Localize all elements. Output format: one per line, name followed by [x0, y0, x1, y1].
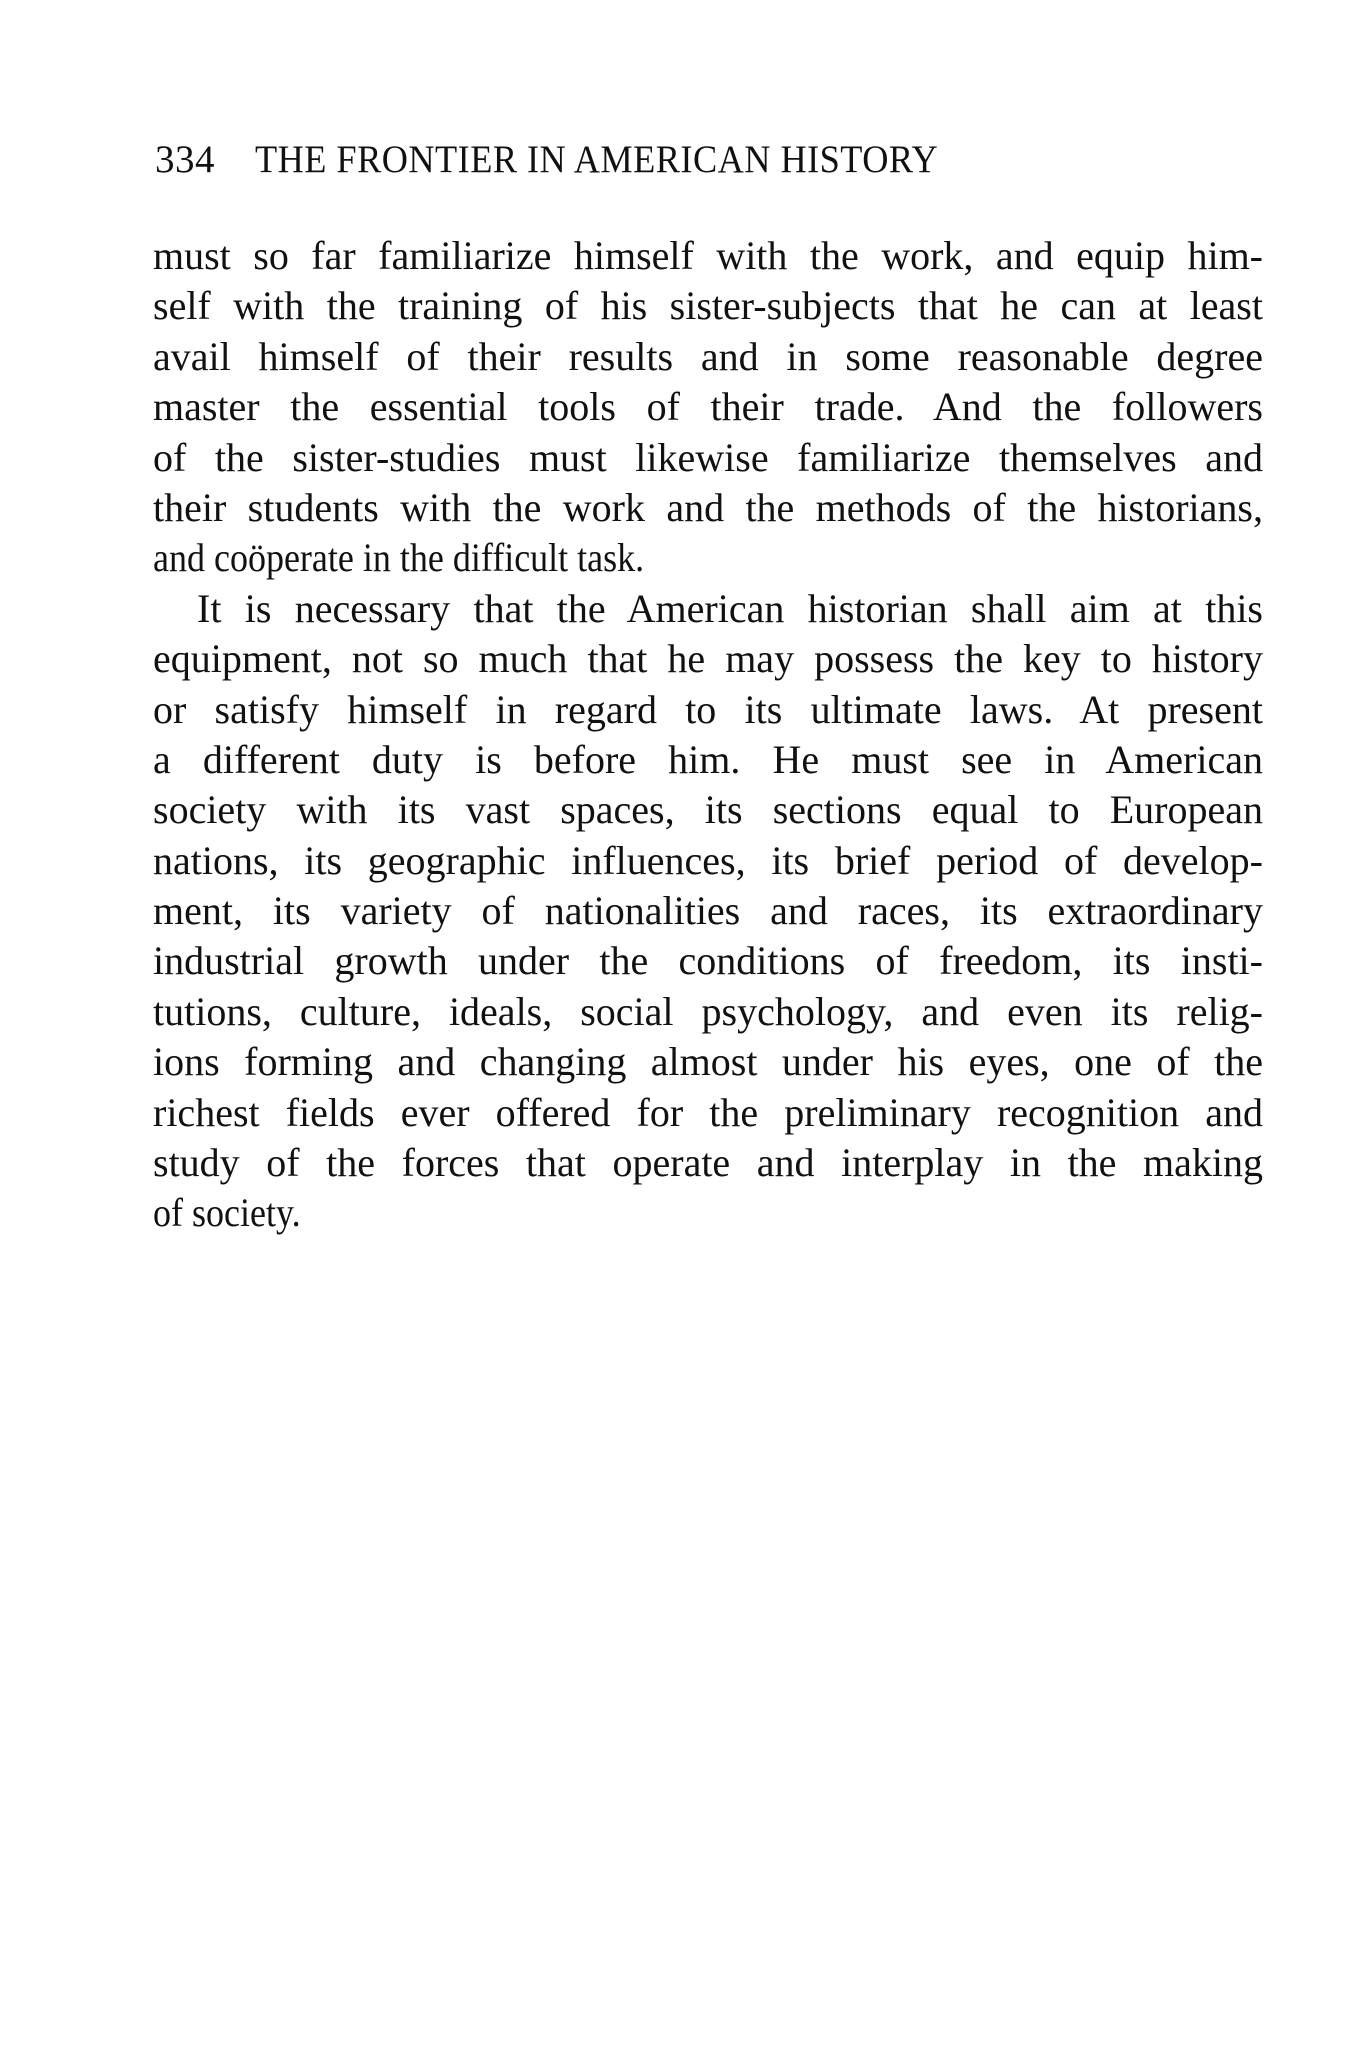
text-line: ions forming and changing almost under his eyes, one of the [153, 1039, 1263, 1085]
paragraph-start-line: It is necessary that the American historian shall aim at this [197, 585, 1263, 631]
text-line: nations, its geographic influences, its brief period of develop- [153, 837, 1263, 883]
text-line: must so far familiarize himself with the work, and equip him- [153, 233, 1263, 278]
book-title: THE FRONTIER IN AMERICAN HISTORY [255, 138, 939, 181]
text-line: avail himself of their results and in some reasonable degree [153, 333, 1263, 379]
text-line: industrial growth under the conditions of freedom, its insti- [153, 938, 1263, 984]
text-line: master the essential tools of their trade. And the followers [153, 384, 1263, 430]
text-line: their students with the work and the methods of the historians, [153, 484, 1263, 530]
text-line: of the sister-studies must likewise familiarize themselves and [153, 434, 1263, 480]
text-line: richest fields ever offered for the preliminary recognition and [153, 1089, 1263, 1135]
page-number: 334 [155, 138, 215, 181]
running-head [155, 140, 1155, 180]
text-line: self with the training of his sister-subjects that he can at least [153, 283, 1263, 329]
text-line: or satisfy himself in regard to its ultimate laws. At present [153, 686, 1263, 732]
text-line: society with its vast spaces, its sections equal to European [153, 787, 1263, 833]
text-line: and coöperate in the difficult task. [153, 535, 645, 581]
body-text [153, 231, 1263, 1239]
text-line: tutions, culture, ideals, social psychology, and even its relig- [153, 988, 1263, 1034]
text-line: ment, its variety of nationalities and races, its extraordinary [153, 888, 1263, 934]
text-line: of society. [153, 1190, 301, 1236]
text-line: study of the forces that operate and interplay in the making [153, 1140, 1263, 1186]
text-line: equipment, not so much that he may possess the key to history [153, 636, 1263, 682]
text-line: a different duty is before him. He must see in American [153, 736, 1263, 782]
